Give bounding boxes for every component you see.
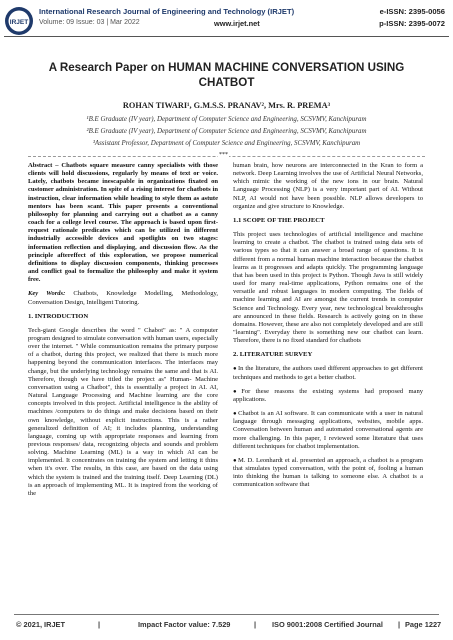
introduction-continued: human brain, how neurons are interconnected in the Kran to form a network. Deep Learning involves the use of Artificial Neural Networks, which mimic the working of the new ions in our brain. Natural Language Processing (NLP) is a very important part of AI. Without NLP, AI would not have been possible. NLP allows developers to organize and give structure to Knowledge.	[233, 162, 423, 210]
right-column	[233, 162, 423, 495]
affiliation-3: ³Assistant Professor, Department of Computer Science and Engineering, SCSVMV, Kanchipuram	[92, 140, 361, 147]
e-issn: e-ISSN: 2395-0056	[379, 7, 445, 16]
title-line-1: A Research Paper on HUMAN MACHINE CONVERSATION USING	[48, 61, 405, 74]
left-column	[28, 162, 218, 504]
title-line-2: CHATBOT	[198, 76, 255, 89]
abstract-text: Chatbots square measure canny specialists with those clients will hold discussions, regularly by means of text or voice. Lately, chatbots became inescapable in organizations fixated on customer administration. In spite of a rising interest for chatbots in instruction, clear information while heading to style them as astute mentors has been scant. This paper presents a conventional philosophy for planning and carrying out a chatbot as a canny coach for a college level course. The approach is based upon first-request rationale predicates which can be utilized in different industrially accessible devices and spotlights on two stages: information reflection and displaying, and discussion flow. As the principle aftereffect of this exploration, we propose numerical definitions to display discussion components, thinking processes and conflict goal to formalize the philosophy and make it system free.	[28, 162, 218, 284]
journal-url[interactable]: www.irjet.net	[214, 19, 260, 28]
footer-impact: Impact Factor value: 7.529	[138, 620, 231, 629]
survey-bullet-4: ● M. D. Leonhardt et al. presented an approach, a chatbot is a program that simulates typed conversation, with the point of, fooling a human into thinking the human is talking to someone else. A chatbot is a communication software that	[233, 457, 423, 490]
scope-text: This project uses technologies of artificial intelligence and machine learning to create a chatbot. The chatbot is trained using data sets of various types so that it can answer a broad range of questions. It is different from a normal human machine interaction because the chatbot learns as it progresses and adapts quickly. The programming language that has been used in this project is Python. Though Java is still widely used for many real-time applications, Python remains one of the versatile and robust languages in modern computing. The fields of machine learning and AI are amongst the current trends in computer Science and Technology. Every year, new technological breakthroughs are announced in these fields. Research is actively going on in these domains. However, these are also not completely developed and are still "learning". Everyday there is something new our chatbot can learn. Therefore, there is no fixed standard for chatbots	[233, 231, 423, 345]
p-issn: p-ISSN: 2395-0072	[379, 19, 445, 28]
introduction-text: Tech-giant Google describes the word " Chabot" as: " A computer program designed to simulate conversation with human users, especially over the internet. " While communication remains the primary purpose of a chatbot, during this project, we realized that there is much more happening beyond the communication interfaces. The interfaces may change, but the underlying technology remains the same and that is AI. Therefore, though we have titled the project as" Human- Machine conversation using a Chatbot", this is essentially a project in AI. AI, Natural Language Processing and Machine learning are the core concepts involved in this project. Artificial intelligence is the ability of machines /computers to do things and make decisions based on their own knowledge, without explicit instructions. This is a rather generalized definition of AI; it includes planning, understanding language, coming up with appropriate responses and learning from previous responses/ data, recognizing objects and sounds and problem solving. Machine Learning (ML) is a way in which AI can be implemented. It concentrates on training the system and letting it thins when it's over. The results, in this case, are based on the data using which the system is trained and the training itself. Deep Learning (DL) is an approach of implementing ML. It is inspired from the working of the	[28, 326, 218, 497]
abstract	[28, 162, 218, 284]
journal-name: International Research Journal of Engineering and Technology (IRJET)	[39, 7, 295, 16]
survey-bullet-1: ● In the literature, the authors used different approaches to get different techniques and methods to get a better chatbot.	[233, 365, 423, 381]
journal-volume: Volume: 09 Issue: 03 | Mar 2022	[39, 19, 140, 26]
keywords	[28, 290, 218, 306]
separator-stars: ***	[219, 152, 228, 158]
footer-divider	[14, 614, 439, 615]
footer-sep-1: |	[98, 620, 101, 629]
section-heading-literature-survey: 2. LITERATURE SURVEY	[233, 351, 313, 359]
journal-header	[4, 4, 449, 54]
keywords-label: Key Words:	[28, 290, 66, 298]
svg-text:IRJET: IRJET	[9, 19, 29, 26]
survey-bullet-3: ● Chatbot is an AI software. It can communicate with a user in natural language through messaging applications, websites, mobile apps. Conversation between human and automated conversational agents are more challenging. In this paper, I reviewed some literature that uses different techniques for chatbot implementation.	[233, 410, 423, 451]
footer-sep-3: |	[398, 620, 401, 629]
affiliation-1: ¹B.E Graduate (IV year), Department of Computer Science and Engineering, SCSVMV, Kanchipuram	[86, 116, 367, 123]
header-divider	[4, 36, 449, 37]
footer-page: Page 1227	[405, 620, 442, 629]
footer-copyright: © 2021, IRJET	[16, 620, 65, 629]
keywords-text: Chatbots, Knowledge Modelling, Methodology, Conversation Design, Intelligent Tutoring.	[28, 290, 218, 306]
irjet-logo	[4, 6, 34, 36]
paper-title	[20, 60, 433, 90]
author-list: ROHAN TIWARI¹, G.M.S.S. PRANAV², Mrs. R. PREMA³	[122, 101, 331, 110]
abstract-label: Abstract –	[28, 162, 59, 169]
affiliation-2: ²B.E Graduate (IV year), Department of Computer Science and Engineering, SCSVMV, Kanchipuram	[86, 128, 367, 135]
survey-bullet-2: ● For these reasons the existing systems had proposed many applications.	[233, 388, 423, 404]
footer-sep-2: |	[254, 620, 257, 629]
section-heading-scope: 1.1 SCOPE OF THE PROJECT	[233, 216, 325, 224]
section-heading-introduction: 1. INTRODUCTION	[28, 312, 89, 320]
footer-iso: ISO 9001:2008 Certified Journal	[272, 620, 383, 629]
